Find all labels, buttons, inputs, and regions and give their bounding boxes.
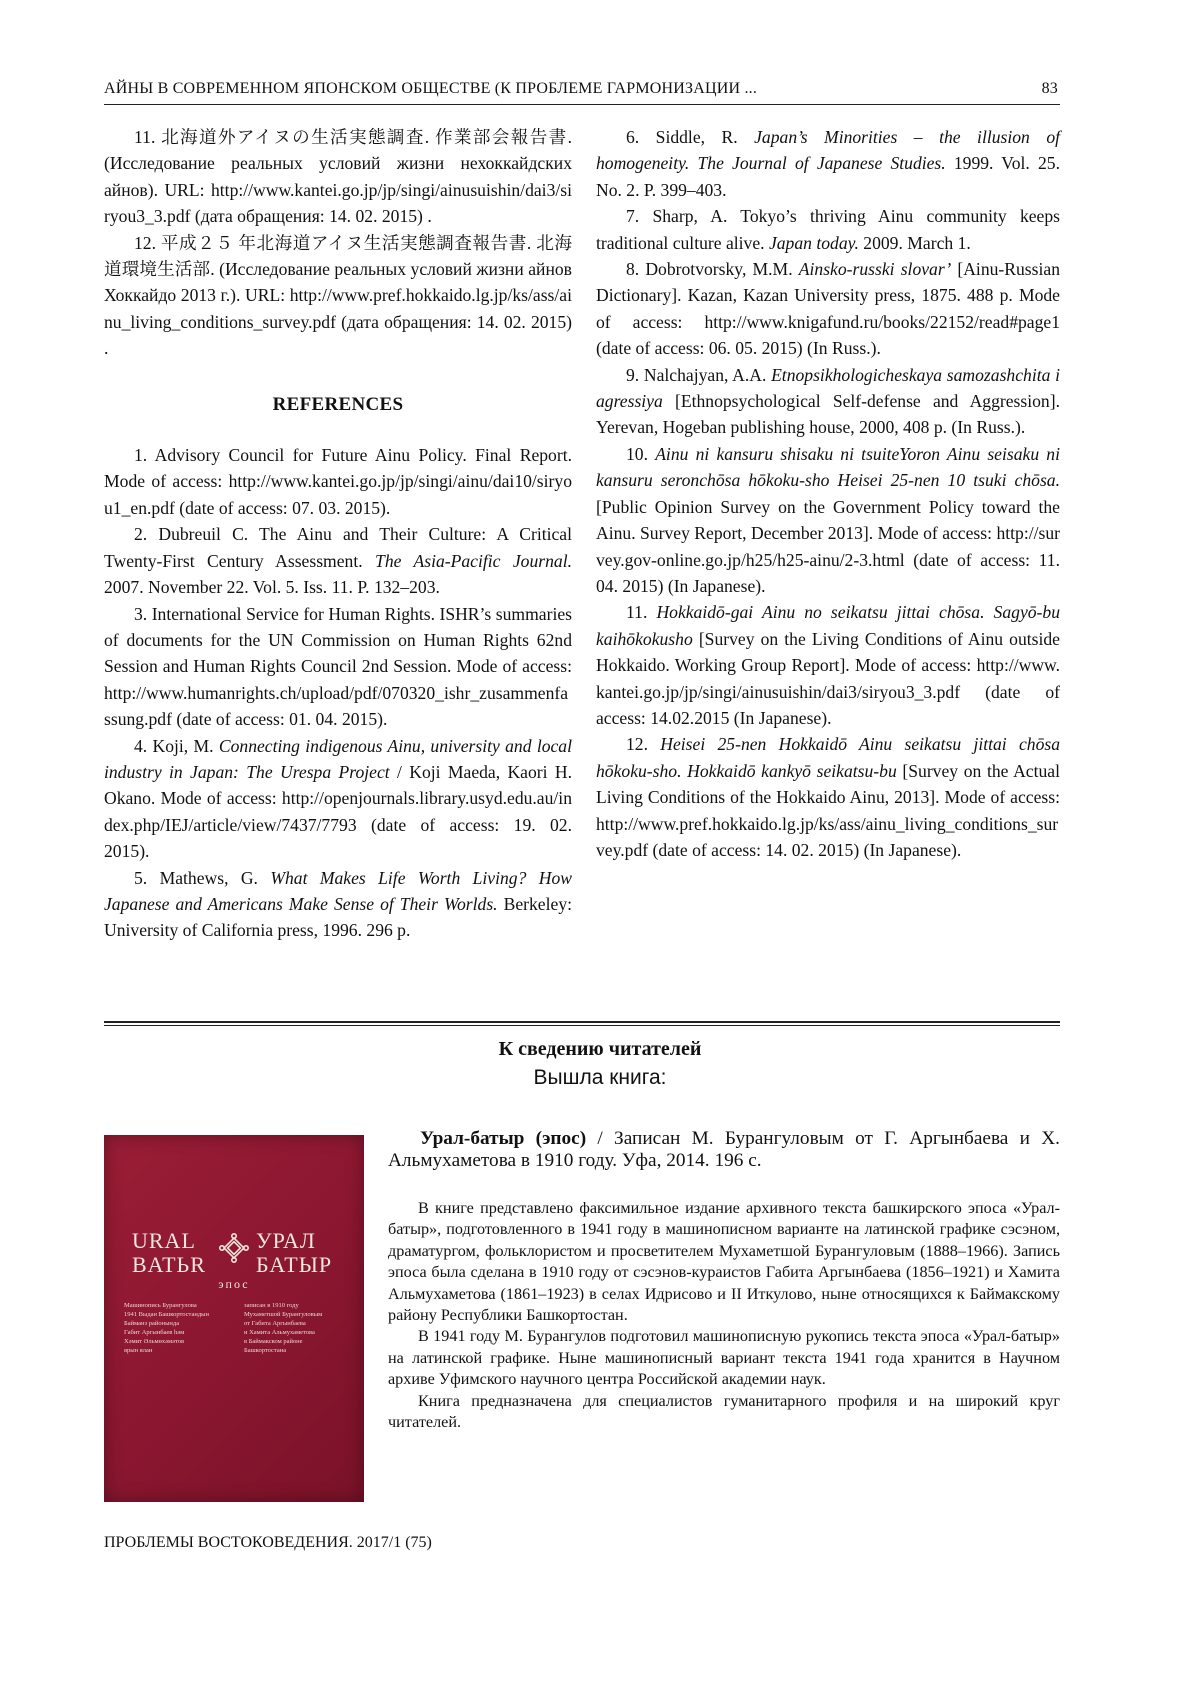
source-12: 12. 平成２５ 年北海道アイヌ生活実態調査報告書. 北海道環境生活部. (Исследование реальных условий жизни айнов Хоккайдо 2013 г.). URL: http://www.pref.hokkaido.lg.jp/ks/ass/ainu_living_conditions_survey.pdf (дата обращения: 14. 02. 2015) . [104,232,572,359]
journal-footer: ПРОБЛЕМЫ ВОСТОКОВЕДЕНИЯ. 2017/1 (75) [104,1534,432,1551]
running-header [104,76,1060,105]
reference-8: 8. Dobrotvorsky, M.M. Ainsko-russki slovar’ [Ainu-Russian Dictionary]. Kazan, Kazan University press, 1875. 488 p. Mode of access: http://www.knigafund.ru/books/22152/read#page1 (date of access: 06. 05. 2015) (In Russ.). [596,259,1060,359]
reference-10-link[interactable]: http://survey.gov-online.go.jp/h25/h25-ainu/2-3.html [596,523,1060,570]
reference-2: 2. Dubreuil C. The Ainu and Their Culture: A Critical Twenty-First Century Assessment. The Asia-Pacific Journal. 2007. November 22. Vol. 5. Iss. 11. P. 132–203. [104,524,572,598]
cover-subtitle: эпос [218,1277,250,1291]
reference-6: 6. Siddle, R. Japan’s Minorities – the illusion of homogeneity. The Journal of Japanese Studies. 1999. Vol. 25. No. 2. P. 399–403. [596,127,1061,200]
book-description [388,1198,1060,1433]
reference-12: 12. Heisei 25-nen Hokkaidō Ainu seikatsu jittai chōsa hōkoku-sho. Hokkaidō kankyō seikatsu-bu [Survey on the Actual Living Conditions of the Hokkaido Ainu, 2013]. Mode of access: http://www.pref.hokkaido.lg.jp/ks/ass/ainu_living_conditions_survey.pdf (date of access: 14. 02. 2015) (In Japanese). [596,734,1061,860]
references-heading: REFERENCES [272,393,404,415]
reference-4: 4. Koji, M. Connecting indigenous Ainu, university and local industry in Japan: The Urespa Project / Koji Maeda, Kaori H. Okano. Mode of access: http://openjournals.library.usyd.edu.au/index.php/IEJ/article/view/7437/7793 (date of access: 19. 02. 2015). [104,735,572,862]
section-divider [104,1021,1060,1026]
reference-1-link[interactable]: http://www.kantei.go.jp/jp/singi/ainu/dai10/siryou1_en.pdf [104,471,572,518]
book-announcement [388,1128,1060,1433]
reference-1: 1. Advisory Council for Future Ainu Policy. Final Report. Mode of access: http://www.kantei.go.jp/jp/singi/ainu/dai10/siryou1_en.pdf (date of access: 07. 03. 2015). [104,445,572,518]
right-column [596,124,1060,863]
book-title: Урал-батыр (эпос) [420,1128,587,1149]
cover-note-left: Машинопись Бурангулова 1941 Выдан Башкортостандын Байманз районында Габит Аргынбаев hәм Хәмит Әльмөхәмәтов ярын ялан [124,1302,209,1354]
reference-11: 11. Hokkaidō-gai Ainu no seikatsu jittai chōsa. Sagyō-bu kaihōkokusho [Survey on the Living Conditions of Ainu outside Hokkaido. Working Group Report]. Mode of access: http://www.kantei.go.jp/jp/singi/ainusuishin/dai3/siryou3_3.pdf (date of access: 14.02.2015 (In Japanese). [596,602,1060,728]
source-12-link[interactable]: http://www.pref.hokkaido.lg.jp/ks/ass/ainu_living_conditions_survey.pdf [104,285,572,332]
page-number: 83 [1041,80,1058,97]
cover-title-cyrillic: УРАЛ БАТЫР [256,1228,333,1277]
reference-3: 3. International Service for Human Rights. ISHR’s summaries of documents for the UN Commission on Human Rights 62nd Session and Human Rights Council 2nd Session. Mode of access: http://www.humanrights.ch/upload/pdf/070320_ishr_zusammenfassung.pdf (date of access: 01. 04. 2015). [104,603,572,730]
running-title: АЙНЫ В СОВРЕМЕННОМ ЯПОНСКОМ ОБЩЕСТВЕ (К ПРОБЛЕМЕ ГАРМОНИЗАЦИИ ... [104,80,758,97]
reference-10: 10. Ainu ni kansuru shisaku ni tsuiteYoron Ainu seisaku ni kansuru seronchōsa hōkoku-sho Heisei 25-nen 10 tsuki chōsa. [Public Opinion Survey on the Government Policy toward the Ainu. Survey Report, December 2013]. Mode of access: http://survey.gov-online.go.jp/h25/h25-ainu/2-3.html (date of access: 11. 04. 2015) (In Japanese). [596,443,1060,596]
source-11-link[interactable]: http://www.kantei.go.jp/jp/singi/ainusuishin/dai3/siryou3_3.pdf [104,179,572,227]
book-citation: Урал-батыр (эпос) / Записан М. Бурангуловым от Г. Аргынбаева и Х. Альмухаметова в 1910 году. Уфа, 2014. 196 с. [388,1128,1060,1171]
reference-9: 9. Nalchajyan, A.A. Etnopsikhologicheskaya samozashchita i agressiya [Ethnopsychological Self-defense and Aggression]. Yerevan, Hogeban publishing house, 2000, 408 p. (In Russ.). [596,364,1060,438]
reference-8-link[interactable]: http://www.knigafund.ru/books/22152/read#page1 [704,311,1060,332]
book-cover-image [104,1135,364,1502]
description-paragraph: В книге представлено факсимильное издание архивного текста башкирского эпоса «Урал-батыр», подготовленного в 1941 году в машинописном варианте на латинской графике сэсэном, драматургом, фольклористом и просветителем Мухаметшой Бурангуловым (1888–1966). Запись эпоса была сделана в 1910 году от сэсэнов-кураистов Габита Аргынбаева (1856–1921) и Хамита Альмухаметова (1861–1923) в селах Идрисово и II Иткулово, ныне относящихся к Баймакскому району Республики Башкортостан. [388,1199,1060,1325]
reference-7: 7. Sharp, A. Tokyo’s thriving Ainu community keeps traditional culture alive. Japan today. 2009. March 1. [596,206,1060,253]
cover-note-right: записан в 1910 году Мухаметшой Бурангуловым от Габита Аргынбаева и Хамита Альмухаметова в Баймакском районе Башкортостана [244,1302,323,1354]
reference-11-link[interactable]: http://www.kantei.go.jp/jp/singi/ainusuishin/dai3/siryou3_3.pdf [596,655,1060,702]
knot-ornament-icon [219,1233,249,1263]
description-paragraph: Книга предназначена для специалистов гуманитарного профиля и на широкий круг читателей. [388,1391,1060,1432]
left-column [104,124,572,944]
reference-12-link[interactable]: http://www.pref.hokkaido.lg.jp/ks/ass/ainu_living_conditions_survey.pdf [596,813,1059,860]
notice-heading: К сведению читателей [498,1038,702,1060]
notice-subheading: Вышла книга: [533,1066,667,1089]
description-paragraph: В 1941 году М. Бурангулов подготовил машинописную рукопись текста эпоса «Урал-батыр» на латинской графике. Ныне машинописный вариант текста 1941 года хранится в Научном архиве Уфимского научного центра Российской академии наук. [388,1327,1060,1389]
reference-4-link[interactable]: http://openjournals.library.usyd.edu.au/index.php/IEJ/article/view/7437/7793 [104,788,572,835]
source-11: 11. 北海道外アイヌの生活実態調査. 作業部会報告書. (Исследование реальных условий жизни нехоккайдских айнов). URL: http://www.kantei.go.jp/jp/singi/ainusuishin/dai3/siryou3_3.pdf (дата обращения: 14. 02. 2015) . [104,127,572,227]
reference-3-link[interactable]: http://www.humanrights.ch/upload/pdf/070320_ishr_zusammenfassung.pdf [104,682,569,730]
cover-title-latin: URAL BATЬR [132,1228,206,1277]
reference-5: 5. Mathews, G. What Makes Life Worth Living? How Japanese and Americans Make Sense of Their Worlds. Berkeley: University of California press, 1996. 296 p. [104,867,573,941]
